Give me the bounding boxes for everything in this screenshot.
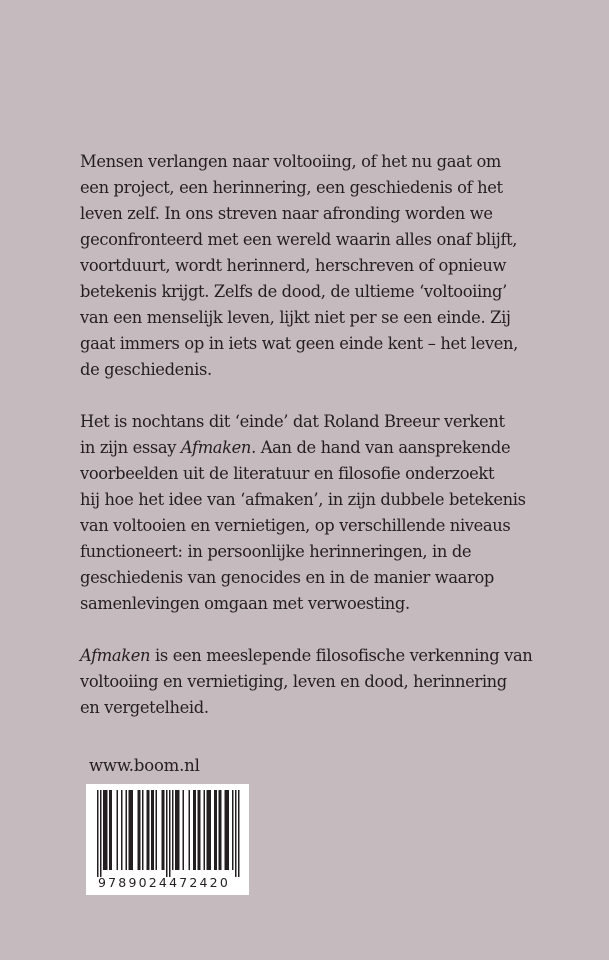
blurb-line: van een menselijk leven, lijkt niet per se een einde. Zij	[80, 308, 511, 327]
barcode-bar	[226, 790, 228, 870]
barcode-bar	[103, 790, 105, 870]
barcode-guard-bar	[166, 790, 168, 877]
blurb-line: geconfronteerd met een wereld waarin alles onaf blijft,	[80, 230, 518, 249]
blurb-line: de geschiedenis.	[80, 360, 212, 379]
blurb-line: betekenis krijgt. Zelfs de dood, de ultieme ‘voltooiing’	[80, 282, 507, 301]
blurb-text: in zijn essay	[80, 438, 181, 457]
barcode-bar	[126, 790, 128, 870]
barcode-bar	[193, 790, 195, 870]
barcode-bar	[214, 790, 216, 870]
barcode-bar	[153, 790, 155, 870]
barcode-bar	[162, 790, 164, 870]
blurb-line: hij hoe het idee van ‘afmaken’, in zijn dubbele betekenis	[80, 490, 526, 509]
publisher-url[interactable]: www.boom.nl	[89, 756, 200, 775]
barcode-bar	[105, 790, 107, 870]
barcode-guard-bar	[169, 790, 171, 877]
back-cover-blurb	[80, 149, 580, 747]
book-title-italic: Afmaken	[80, 646, 151, 665]
blurb-line: geschiedenis van genocides en in de manier waarop	[80, 568, 495, 587]
barcode-bar	[142, 790, 144, 870]
barcode-bar	[151, 790, 153, 870]
blurb-line	[80, 435, 580, 461]
blurb-text: is een meeslepende filosofische verkenning van	[150, 646, 533, 665]
blurb-line: en vergetelheid.	[80, 698, 209, 717]
barcode-bar	[216, 790, 218, 870]
barcode-guard-bar	[235, 790, 237, 877]
barcode-bar	[138, 790, 140, 870]
barcode-bar	[132, 790, 134, 870]
blurb-line: leven zelf. In ons streven naar afronding worden we	[80, 204, 493, 223]
barcode-bar	[178, 790, 180, 870]
barcode-bar	[156, 790, 158, 870]
barcode-bar	[183, 790, 185, 870]
barcode-bar	[175, 790, 177, 870]
barcode-bar	[232, 790, 234, 870]
blurb-paragraph-2	[80, 409, 580, 617]
barcode-guard-bar	[238, 790, 240, 877]
barcode-bar	[228, 790, 230, 870]
blurb-line: functioneert: in persoonlijke herinneringen, in de	[80, 542, 472, 561]
blurb-line: voltooiing en vernietiging, leven en dood, herinnering	[80, 672, 507, 691]
blurb-line	[80, 643, 580, 669]
barcode-bar	[207, 790, 209, 870]
barcode-bar	[177, 790, 179, 870]
barcode-bar	[130, 790, 132, 870]
isbn-barcode	[86, 784, 249, 895]
barcode-bar	[109, 790, 111, 870]
barcode-bar	[198, 790, 200, 870]
barcode-bar	[204, 790, 206, 870]
barcode-bar	[106, 790, 108, 870]
barcode-bar	[111, 790, 113, 870]
barcode-guard-bar	[97, 790, 99, 877]
blurb-line: samenlevingen omgaan met verwoesting.	[80, 594, 410, 613]
barcode-bar	[121, 790, 123, 870]
blurb-line: gaat immers op in iets wat geen einde kent – het leven,	[80, 334, 518, 353]
blurb-line: Het is nochtans dit ‘einde’ dat Roland Breeur verkent	[80, 412, 505, 431]
barcode-bar	[225, 790, 227, 870]
barcode-bar	[147, 790, 149, 870]
blurb-line: voortduurt, wordt herinnerd, herschreven of opnieuw	[80, 256, 507, 275]
book-title-italic: Afmaken	[180, 438, 252, 457]
barcode-bar	[117, 790, 119, 870]
barcode-bar	[210, 790, 212, 870]
blurb-line: een project, een herinnering, een geschiedenis of het	[80, 178, 503, 197]
barcode-bar	[148, 790, 150, 870]
barcode-bar	[139, 790, 141, 870]
barcode-bar	[208, 790, 210, 870]
barcode-bar	[199, 790, 201, 870]
barcode-bar	[219, 790, 221, 870]
blurb-line: van voltooien en vernietigen, op verschillende niveaus	[80, 516, 511, 535]
blurb-line: voorbeelden uit de literatuur en filosofie onderzoekt	[80, 464, 495, 483]
barcode-guard-bar	[100, 790, 102, 877]
blurb-line: Mensen verlangen naar voltooiing, of het nu gaat om	[80, 152, 501, 171]
blurb-paragraph-3	[80, 643, 580, 721]
barcode-bar	[172, 790, 174, 870]
barcode-bar	[129, 790, 131, 870]
barcode-bar	[163, 790, 165, 870]
barcode-bar	[220, 790, 222, 870]
barcode-bar	[189, 790, 191, 870]
blurb-paragraph-1	[80, 149, 580, 383]
blurb-text: . Aan de hand van aansprekende	[251, 438, 511, 457]
barcode-bar	[195, 790, 197, 870]
isbn-number: 9789024472420	[98, 875, 230, 890]
